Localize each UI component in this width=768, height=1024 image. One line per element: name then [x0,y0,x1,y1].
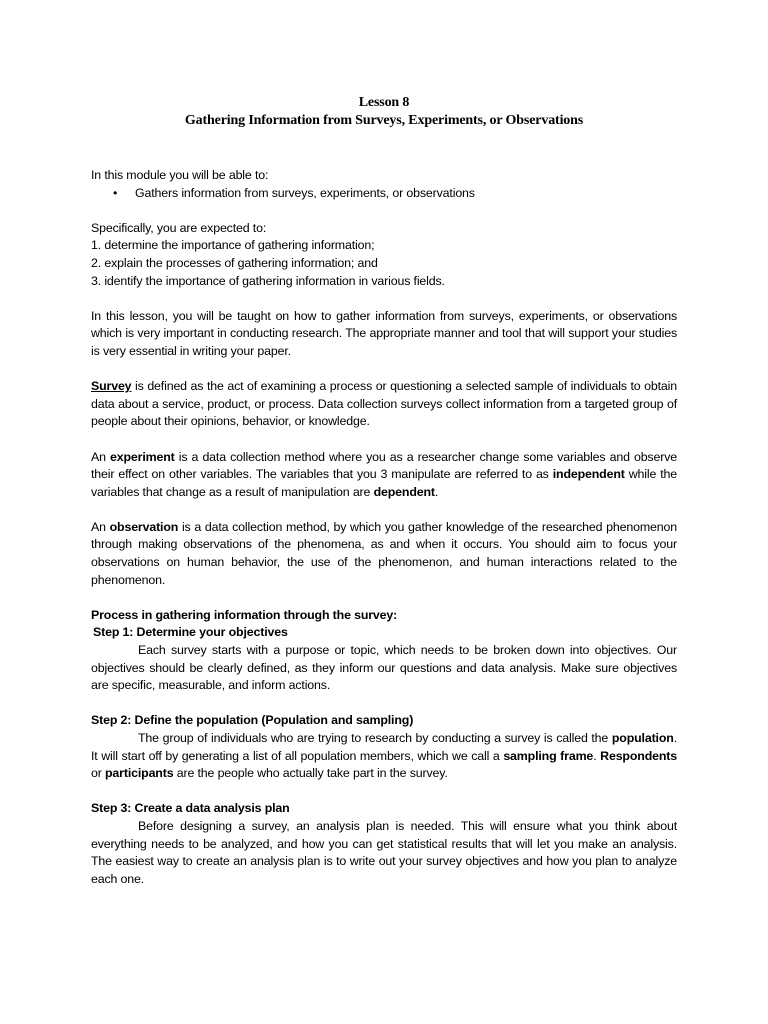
objective-item: 1. determine the importance of gathering information; [91,238,375,253]
expected-lead: Specifically, you are expected to: [91,220,267,235]
respondents-term: Respondents [600,748,677,763]
step3-paragraph: Before designing a survey, an analysis plan is needed. This will ensure what you think about everything needs to be analyzed, and how you can get statistical results that will let you make an analysis. The easiest way to create an analysis plan is to write out your survey objectives and how you plan to analyze each one. [91,818,677,886]
objective-item: 2. explain the processes of gathering information; and [91,255,378,270]
observation-text: is a data collection method, by which you gather knowledge of the researched phenomenon through making observations of the phenomena, as and when it occurs. You should aim to focus your observations on human behavior, the use of the phenomenon, and human interactions related to the phenomenon. [91,519,677,587]
observation-paragraph [91,519,677,589]
survey-text: is defined as the act of examining a process or questioning a selected sample of individuals to obtain data about a service, product, or process. Data collection surveys collect information from a targeted group of people about their opinions, behavior, or knowledge. [91,379,677,429]
lesson-paragraph: In this lesson, you will be taught on how to gather information from surveys, experiments, or observations which is very important in conducting research. The appropriate manner and tool that will support your studies is very essential in writing your paper. [91,308,677,358]
process-heading [91,607,677,625]
objective-item: 3. identify the importance of gathering information in various fields. [91,273,445,288]
experiment-text-3: . [434,484,439,499]
step2-text-5: are the people who actually take part in the survey. [173,766,448,781]
step2-text-2: . It will start off by generating a list of all population members, which we call a [91,731,677,763]
step1-heading [91,624,677,642]
step2-text-3: . [593,748,601,763]
document-body [91,94,677,888]
experiment-text-2: while the variables that change as a result of manipulation are [91,467,677,499]
step2-heading [91,712,677,730]
step1-heading-text: Step 1: Determine your objectives [93,625,288,640]
survey-term: Survey [91,379,132,394]
bullet-icon: • [113,185,118,200]
observation-pre: An [91,519,110,534]
step2-paragraph [91,730,677,783]
experiment-pre: An [91,449,110,464]
dependent-term: dependent [373,484,435,499]
population-term: population [611,731,674,745]
lesson-number: Lesson 8 [358,95,410,110]
title-block [91,94,677,130]
step2-heading-text: Step 2: Define the population (Population and sampling) [91,713,414,728]
survey-paragraph [91,378,677,431]
step2-text-1: The group of individuals who are trying to research by conducting a survey is called the [138,731,612,745]
participants-term: participants [105,766,174,781]
step3-heading [91,800,677,818]
module-lead: In this module you will be able to: [91,168,269,182]
experiment-paragraph [91,449,677,502]
observation-term: observation [109,519,179,534]
independent-term: independent [552,467,625,482]
module-bullet [91,185,677,203]
process-heading-text: Process in gathering information through the survey: [91,607,398,622]
lesson-title: Gathering Information from Surveys, Experiments, or Observations [184,113,584,128]
module-bullet-text: Gathers information from surveys, experiments, or observations [135,185,475,200]
sampling-frame-term: sampling frame [503,748,594,763]
step2-text-4: or [91,766,106,781]
step1-paragraph: Each survey starts with a purpose or topic, which needs to be broken down into objectives. Our objectives should be clearly defined, as they inform our questions and data analysis. Make sure objectives are specific, measurable, and inform actions. [91,643,677,693]
experiment-term: experiment [110,449,175,464]
step3-heading-text: Step 3: Create a data analysis plan [91,801,290,816]
experiment-text-1: is a data collection method where you as a researcher change some variables and observe their effect on other variables. The variables that you 3 manipulate are referred to as [91,449,677,482]
